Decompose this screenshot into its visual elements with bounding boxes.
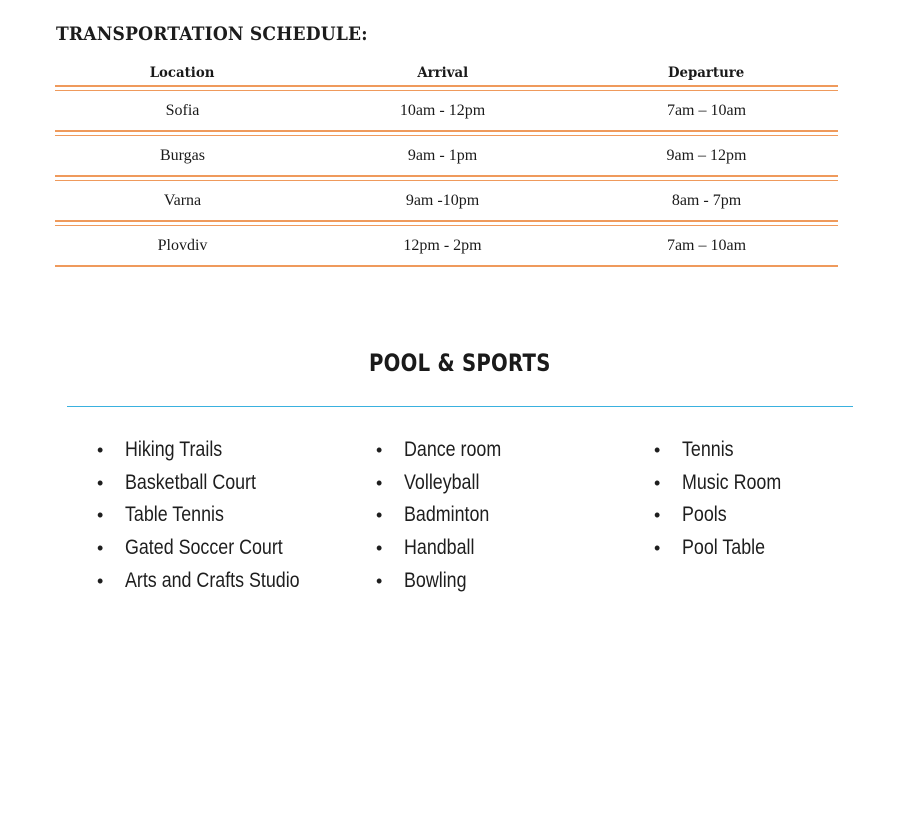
list-item-label: Basketball Court — [125, 470, 256, 494]
list-item-label: Table Tennis — [125, 503, 224, 527]
bullet-icon: • — [97, 440, 104, 460]
pool-sports-title-text: POOL & SPORTS — [369, 349, 551, 377]
list-item — [376, 565, 518, 598]
column-header-location — [55, 65, 310, 81]
list-item — [97, 532, 330, 565]
departure-cell: 8am - 7pm — [671, 191, 742, 209]
arrival-cell: 10am - 12pm — [399, 101, 486, 119]
list-item — [97, 467, 330, 500]
table-row — [55, 226, 838, 265]
list-item-label: Volleyball — [404, 470, 480, 494]
column-header-departure-label: Departure — [668, 65, 745, 81]
list-item-label: Badminton — [404, 503, 490, 527]
location-cell: Varna — [163, 191, 202, 209]
list-item — [97, 434, 330, 467]
table-row — [55, 136, 838, 175]
list-item — [654, 532, 799, 565]
arrival-cell: 12pm - 2pm — [403, 236, 482, 254]
section-divider — [67, 406, 853, 407]
sports-list-column-1 — [97, 434, 330, 597]
bullet-icon: • — [97, 505, 104, 526]
departure-cell: 7am – 10am — [666, 236, 747, 254]
bullet-icon: • — [654, 505, 661, 526]
list-item — [376, 434, 518, 467]
bullet-icon: • — [97, 538, 104, 559]
bullet-icon: • — [97, 472, 104, 493]
pool-sports-title — [0, 349, 903, 377]
table-header-row — [55, 61, 838, 85]
bullet-icon: • — [376, 440, 383, 460]
list-item-label: Arts and Crafts Studio — [125, 568, 300, 592]
list-item — [97, 565, 330, 598]
list-item-label: Pools — [682, 503, 727, 527]
bullet-icon: • — [376, 570, 383, 591]
list-item-label: Pool Table — [682, 536, 766, 560]
transportation-table — [55, 61, 838, 267]
bullet-icon: • — [654, 472, 661, 493]
location-cell: Burgas — [159, 146, 206, 164]
table-bottom-rule — [55, 265, 838, 267]
bullet-icon: • — [654, 440, 661, 460]
bullet-icon: • — [376, 505, 383, 526]
list-item-label: Handball — [404, 536, 475, 560]
list-item-label: Music Room — [682, 470, 782, 494]
list-item-label: Tennis — [682, 438, 734, 461]
list-item — [376, 499, 518, 532]
list-item — [654, 467, 799, 500]
bullet-icon: • — [654, 538, 661, 559]
list-item-label: Bowling — [404, 568, 467, 592]
column-header-arrival-label: Arrival — [417, 65, 468, 81]
location-cell: Plovdiv — [157, 236, 208, 254]
list-item — [376, 467, 518, 500]
bullet-icon: • — [97, 570, 104, 591]
list-item — [376, 532, 518, 565]
table-row — [55, 181, 838, 220]
list-item — [654, 434, 799, 467]
departure-cell: 9am – 12pm — [666, 146, 747, 164]
column-header-arrival — [310, 65, 575, 81]
column-header-departure — [575, 65, 838, 81]
sports-list-column-2 — [376, 434, 518, 597]
list-item-label: Gated Soccer Court — [125, 536, 283, 560]
departure-cell: 7am – 10am — [666, 101, 747, 119]
bullet-icon: • — [376, 472, 383, 493]
location-cell: Sofia — [165, 101, 200, 119]
bullet-icon: • — [376, 538, 383, 559]
sports-list-column-3 — [654, 434, 799, 565]
table-row — [55, 91, 838, 130]
list-item-label: Dance room — [404, 438, 502, 461]
list-item-label: Hiking Trails — [125, 438, 223, 461]
column-header-location-label: Location — [150, 65, 215, 81]
transportation-schedule-heading: TRANSPORTATION SCHEDULE: — [56, 23, 368, 45]
list-item — [97, 499, 330, 532]
arrival-cell: 9am -10pm — [405, 191, 480, 209]
list-item — [654, 499, 799, 532]
arrival-cell: 9am - 1pm — [407, 146, 478, 164]
